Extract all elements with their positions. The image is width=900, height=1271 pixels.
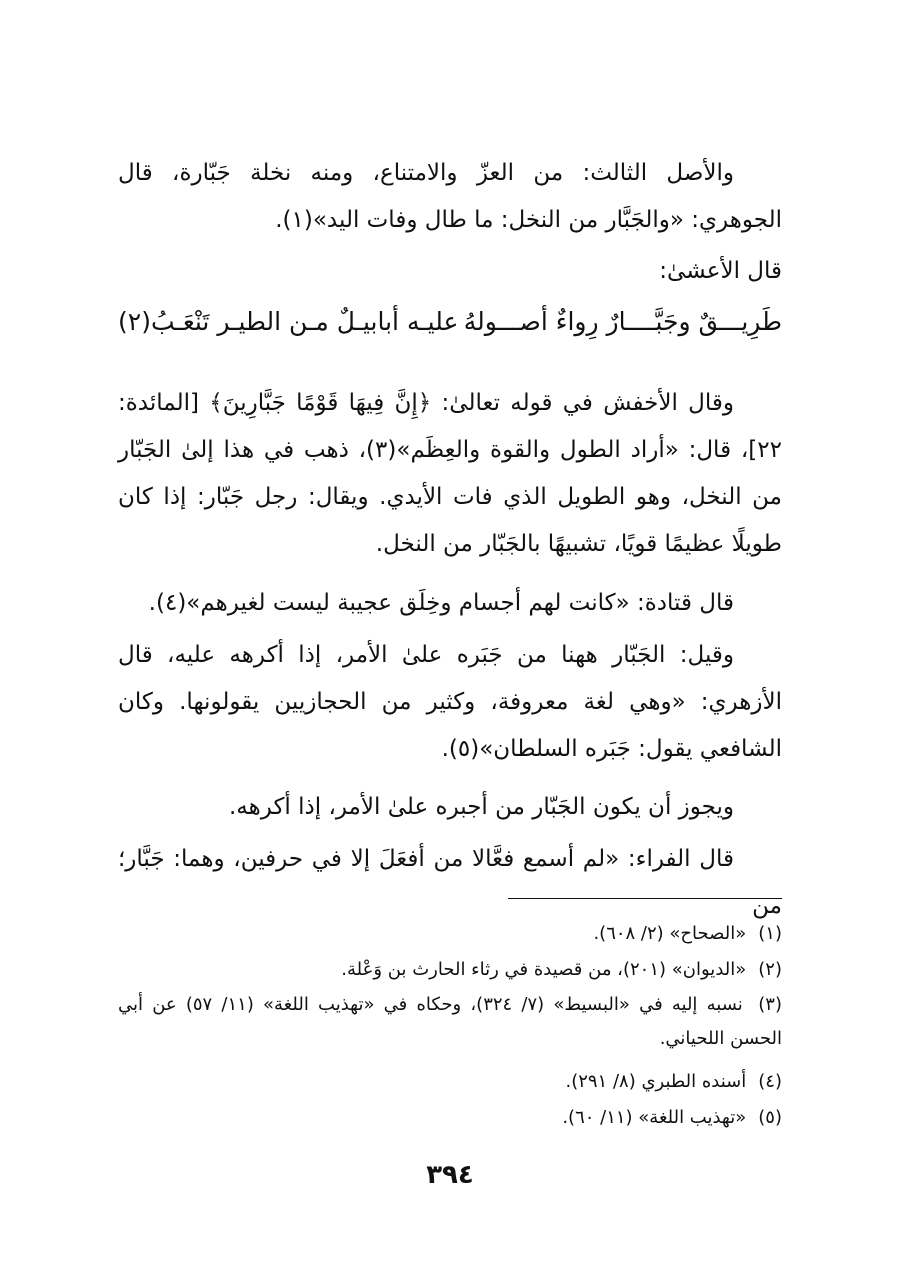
footnote-text: نسبه إليه في «البسيط» (٧/ ٣٢٤)، وحكاه في «تهذيب اللغة» (١١/ ٥٧) عن أبي الحسن اللحياني. [118,994,782,1049]
footnote-separator [508,898,782,899]
verse-second-hemistich: عليـه أبابيـلٌ مـن الطيـر تَنْعَـبُ(٢) [118,307,459,336]
footnote-4 [565,1066,782,1098]
paragraph-6: ويجوز أن يكون الجَبّار من أجبره علىٰ الأمر، إذا أكرهه. [229,794,734,820]
paragraph-2: قال الأعشىٰ: [659,258,782,284]
footnote-text: «تهذيب اللغة» (١١/ ٦٠). [562,1107,747,1128]
verse-first-hemistich: طَرِيـــقٌ وجَبَّــــارٌ رِواءٌ أصـــولهُ [463,307,782,336]
footnote-number: (٣) [758,994,782,1015]
paragraph-5: وقيل: الجَبّار ههنا من جَبَره علىٰ الأمر، إذا أكرهه عليه، قال الأزهري: «وهي لغة معروفة، وكثير من الحجازيين يقولونها. وكان الشافعي يقول: جَبَره السلطان»(٥). [118,642,782,762]
footnote-number: (٤) [758,1071,782,1092]
page-number: ٣٩٤ [426,1160,474,1190]
footnote-number: (١) [758,923,782,944]
footnote-number: (٥) [758,1107,782,1128]
paragraph-1: والأصل الثالث: من العزّ والامتناع، ومنه نخلة جَبّارة، قال الجوهري: «والجَبَّار من النخل: ما طال وفات اليد»(١). [118,160,782,233]
footnote-text: «الصحاح» (٢/ ٦٠٨). [593,923,747,944]
footnote-3 [118,988,782,1056]
footnote-2 [341,954,782,986]
paragraph-3: وقال الأخفش في قوله تعالىٰ: ﴿إِنَّ فِيهَا قَوْمًا جَبَّارِينَ﴾ [المائدة: ٢٢]، قال: «أراد الطول والقوة والعِظَم»(٣)، ذهب في هذا إلىٰ الجَبّار من النخل، وهو الطويل الذي فات الأيدي. ويقال: رجل جَبّار: إذا كان طويلًا عظيمًا قويًا، تشبيهًا بالجَبّار من النخل. [118,390,782,557]
footnote-number: (٢) [758,959,782,980]
footnote-text: أسنده الطبري (٨/ ٢٩١). [565,1071,747,1092]
paragraph-4: قال قتادة: «كانت لهم أجسام وخِلَق عجيبة ليست لغيرهم»(٤). [148,590,734,616]
footnote-text: «الديوان» (٢٠١)، من قصيدة في رثاء الحارث بن وَعْلة. [341,959,747,980]
footnote-1 [593,918,782,950]
footnote-5 [562,1102,782,1134]
paragraph-7: قال الفراء: «لم أسمع فعَّالا من أفعَلَ إلا في حرفين، وهما: جَبَّار؛ من [118,846,782,919]
